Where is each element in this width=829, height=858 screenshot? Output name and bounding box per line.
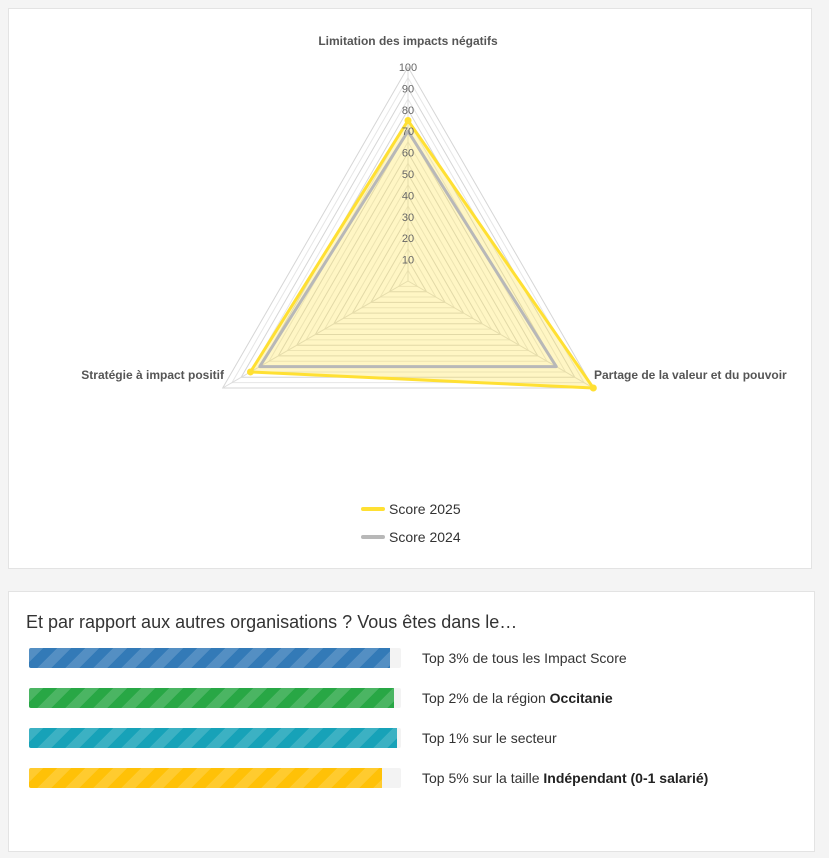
progress-fill-size <box>29 768 382 788</box>
legend-label-score-2024: Score 2024 <box>389 529 461 545</box>
progress-fill-sector <box>29 728 397 748</box>
radar-axis-label: Limitation des impacts négatifs <box>318 34 498 48</box>
radar-tick-label: 90 <box>401 83 415 96</box>
comparison-text: Top 5% sur la taille <box>422 770 544 786</box>
radar-chart <box>9 9 813 479</box>
comparison-label <box>422 730 557 746</box>
progress-fill-region <box>29 688 394 708</box>
series-point-score-2025 <box>405 117 412 124</box>
chart-legend <box>361 495 461 551</box>
comparison-text-bold: Indépendant (0-1 salarié) <box>543 770 709 786</box>
radar-axis-label: Stratégie à impact positif <box>81 368 224 382</box>
radar-tick-label: 70 <box>401 126 415 139</box>
radar-tick-label: 10 <box>401 254 415 267</box>
comparison-text-bold: Occitanie <box>549 690 613 706</box>
progress-track <box>29 728 401 748</box>
radar-tick-label: 30 <box>401 211 415 224</box>
legend-swatch-score-2024 <box>361 535 385 539</box>
comparison-label <box>422 690 613 706</box>
radar-tick-label: 20 <box>401 233 415 246</box>
comparison-card <box>8 591 815 852</box>
comparison-row-region <box>29 688 789 708</box>
progress-fill-impact-score <box>29 648 390 668</box>
series-point-score-2025 <box>590 385 597 392</box>
comparison-text: Top 1% sur le secteur <box>422 730 557 746</box>
radar-axis-label: Partage de la valeur et du pouvoir <box>594 368 787 382</box>
legend-item-score-2025[interactable] <box>361 495 461 523</box>
legend-item-score-2024[interactable] <box>361 523 461 551</box>
legend-swatch-score-2025 <box>361 507 385 511</box>
legend-label-score-2025: Score 2025 <box>389 501 461 517</box>
comparison-row-impact-score <box>29 648 789 668</box>
progress-track <box>29 648 401 668</box>
comparison-label <box>422 650 627 666</box>
comparison-title: Et par rapport aux autres organisations ? Vous êtes dans le… <box>26 612 518 632</box>
progress-track <box>29 688 401 708</box>
comparison-text: Top 3% de tous les Impact Score <box>422 650 627 666</box>
comparison-text: Top 2% de la région <box>422 690 550 706</box>
progress-track <box>29 768 401 788</box>
comparison-row-size <box>29 768 789 788</box>
radar-tick-label: 50 <box>401 169 415 181</box>
comparison-row-sector <box>29 728 789 748</box>
radar-chart-card <box>8 8 812 569</box>
radar-tick-label: 80 <box>401 104 415 117</box>
series-point-score-2025 <box>247 368 254 375</box>
series-area-score-2025 <box>250 121 593 389</box>
radar-tick-label: 60 <box>401 147 415 160</box>
comparison-label <box>422 770 708 786</box>
radar-tick-label: 100 <box>398 62 418 74</box>
radar-tick-label: 40 <box>401 190 415 203</box>
